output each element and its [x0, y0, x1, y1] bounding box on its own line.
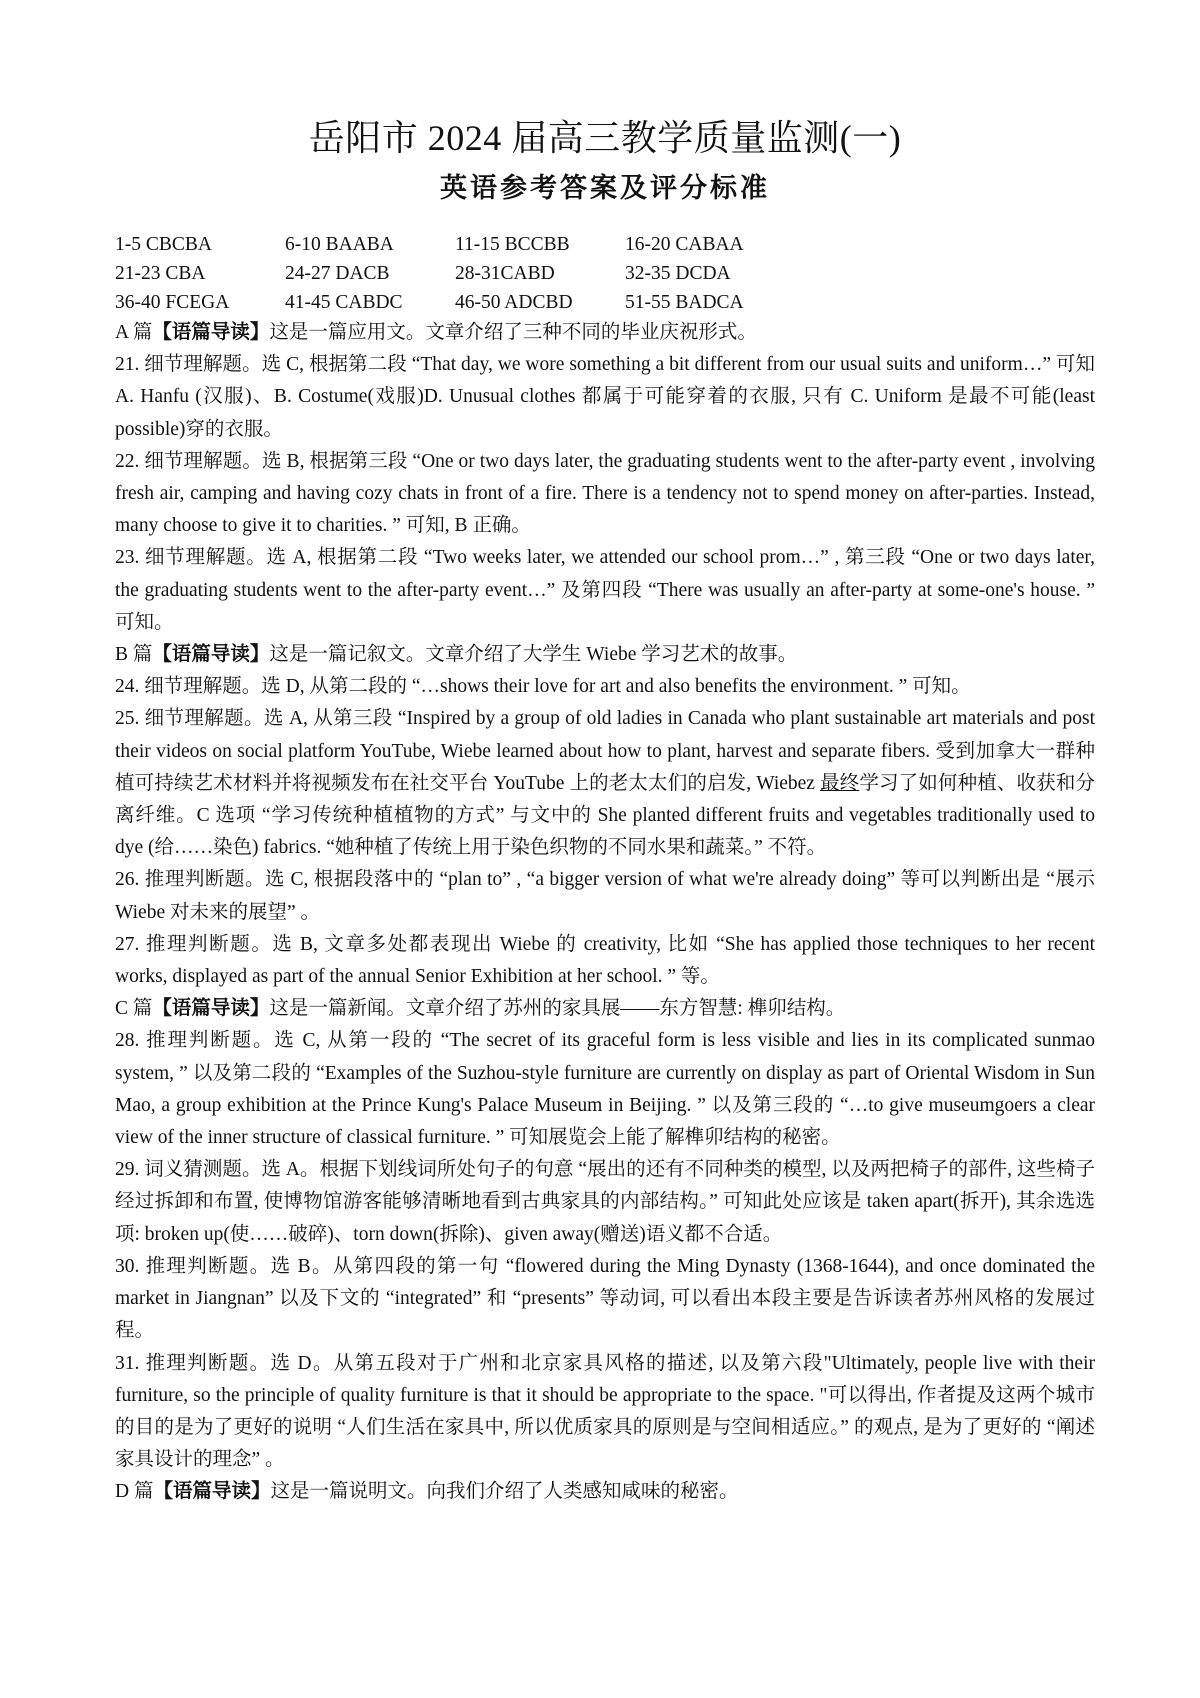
- section-a-intro: [115, 317, 1095, 349]
- question-24-explanation: 24. 细节理解题。选 D, 从第二段的 “…shows their love for art and also benefits the environment. ” 可知。: [115, 676, 971, 698]
- answer-cell: 21-23 CBA: [115, 263, 206, 284]
- section-intro-text: 这是一篇应用文。文章介绍了三种不同的毕业庆祝形式。: [269, 322, 757, 343]
- answer-cell: 32-35 DCDA: [625, 263, 731, 284]
- question-25-text-start: 25. 细节理解题。选 A, 从第三段 “Inspired by a group of old ladies in Canada who plant sustainable art materials and post their videos on social platform YouTube, Wiebe learned about how to plant, harvest and separate fibers. 受到加拿大一群种植可持续艺术材料并将视频发布在社交平台 YouTube 上的老太太们的启发, Wiebez: [115, 708, 1095, 794]
- question-21-explanation: 21. 细节理解题。选 C, 根据第二段 “That day, we wore something a bit different from our usual suits and uniform…” 可知 A. Hanfu (汉服)、B. Costume(戏服)D. Unusual clothes 都属于可能穿着的衣服, 只有 C. Uniform 是最不可能(least possible)穿的衣服。: [115, 354, 1095, 440]
- question-26-explanation: 26. 推理判断题。选 C, 根据段落中的 “plan to” , “a bigger version of what we're already doing” 等可以判断出是 “展示 Wiebe 对未来的展望” 。: [115, 869, 1095, 923]
- answer-cell: 41-45 CABDC: [285, 292, 403, 313]
- question-23-explanation: 23. 细节理解题。选 A, 根据第二段 “Two weeks later, we attended our school prom…” , 第三段 “One or two days later, the graduating students went to the after-party event…” 及第四段 “There was usually an after-party at some-one's house. ” 可知。: [115, 547, 1095, 633]
- question-31-explanation: 31. 推理判断题。选 D。从第五段对于广州和北京家具风格的描述, 以及第六段"Ultimately, people live with their furniture, so the principle of quality furniture is that it should be appropriate to the space. "可以得出, 作者提及这两个城市的目的是为了更好的说明 “人们生活在家具中, 所以优质家具的原则是与空间相适应。” 的观点, 是为了更好的 “阐述家具设计的理念” 。: [115, 1352, 1095, 1471]
- answer-cell: 1-5 CBCBA: [115, 234, 212, 255]
- section-b-intro: [115, 639, 1095, 671]
- answer-cell: 36-40 FCEGA: [115, 292, 230, 313]
- section-intro-text: 这是一篇记叙文。文章介绍了大学生 Wiebe 学习艺术的故事。: [269, 644, 798, 666]
- section-intro-text: 这是一篇新闻。文章介绍了苏州的家具展——东方智慧: 榫卯结构。: [269, 998, 846, 1020]
- question-28-explanation: 28. 推理判断题。选 C, 从第一段的 “The secret of its graceful form is less visible and lies in its complicated sunmao system, ” 以及第二段的 “Examples of the Suzhou-style furniture are currently on display as part of Oriental Wisdom in Sun Mao, a group exhibition at the Prince Kung's Palace Museum in Beijing. ” 以及第三段的 “…to give museumgoers a clear view of the inner structure of classical furniture. ” 可知展览会上能了解榫卯结构的秘密。: [115, 1030, 1095, 1149]
- page-subtitle: 英语参考答案及评分标准: [440, 173, 770, 203]
- section-d-intro: [115, 1476, 1095, 1508]
- question-27-explanation: 27. 推理判断题。选 B, 文章多处都表现出 Wiebe 的 creativity, 比如 “She has applied those techniques to her recent works, displayed as part of the annual Senior Exhibition at her school. ” 等。: [115, 933, 1095, 988]
- underlined-word: 最终: [820, 772, 860, 794]
- answer-row: [115, 230, 1095, 259]
- answer-cell: 28-31CABD: [455, 263, 555, 284]
- question-25-text-end: 学习了如何种植、收获和分离纤维。C 选项 “学习传统种植植物的方式” 与文中的 She planted different fruits and vegetables traditionally used to dye (给……染色) fabrics. “她种植了传统上用于染色织物的不同水果和蔬菜。” 不符。: [115, 772, 1095, 859]
- answer-key-page: [115, 112, 1095, 1509]
- section-prefix: D 篇: [115, 1481, 154, 1503]
- question-29-explanation: 29. 词义猜测题。选 A。根据下划线词所处句子的句意 “展出的还有不同种类的模型, 以及两把椅子的部件, 这些椅子经过拆卸和布置, 使博物馆游客能够清晰地看到古典家具的内部结构。” 可知此处应该是 taken apart(拆开), 其余选选项: broken up(使……破碎)、torn down(拆除)、given away(赠送)语义都不合适。: [115, 1159, 1095, 1245]
- section-prefix: B 篇: [115, 644, 153, 666]
- answer-row: [115, 288, 1095, 317]
- answer-row: [115, 259, 1095, 288]
- section-prefix: A 篇: [115, 322, 153, 343]
- question-22-explanation: 22. 细节理解题。选 B, 根据第三段 “One or two days later, the graduating students went to the after-party event , involving fresh air, camping and having cozy chats in front of a fire. There is a tendency not to spend money on after-parties. Instead, many choose to give it to charities. ” 可知, B 正确。: [115, 450, 1095, 537]
- section-tag: 【语篇导读】: [153, 1481, 271, 1503]
- answer-cell: 51-55 BADCA: [625, 292, 744, 313]
- answer-cell: 6-10 BAABA: [285, 234, 394, 255]
- section-tag: 【语篇导读】: [152, 998, 270, 1020]
- section-prefix: C 篇: [115, 998, 153, 1020]
- answer-grid: [115, 230, 1095, 317]
- page-title: 岳阳市 2024 届高三教学质量监测(一): [308, 118, 902, 158]
- section-tag: 【语篇导读】: [152, 644, 270, 666]
- section-c-intro: [115, 993, 1095, 1025]
- section-intro-text: 这是一篇说明文。向我们介绍了人类感知咸味的秘密。: [270, 1481, 739, 1503]
- question-25-explanation: [115, 703, 1095, 864]
- section-tag: 【语篇导读】: [152, 322, 270, 343]
- question-30-explanation: 30. 推理判断题。选 B。从第四段的第一句 “flowered during the Ming Dynasty (1368-1644), and once dominated the market in Jiangnan” 以及下文的 “integrated” 和 “presents” 等动词, 可以看出本段主要是告诉读者苏州风格的发展过程。: [115, 1255, 1095, 1342]
- answer-cell: 16-20 CABAA: [625, 234, 744, 255]
- answer-cell: 24-27 DACB: [285, 263, 390, 284]
- answer-cell: 46-50 ADCBD: [455, 292, 573, 313]
- answer-cell: 11-15 BCCBB: [455, 234, 570, 255]
